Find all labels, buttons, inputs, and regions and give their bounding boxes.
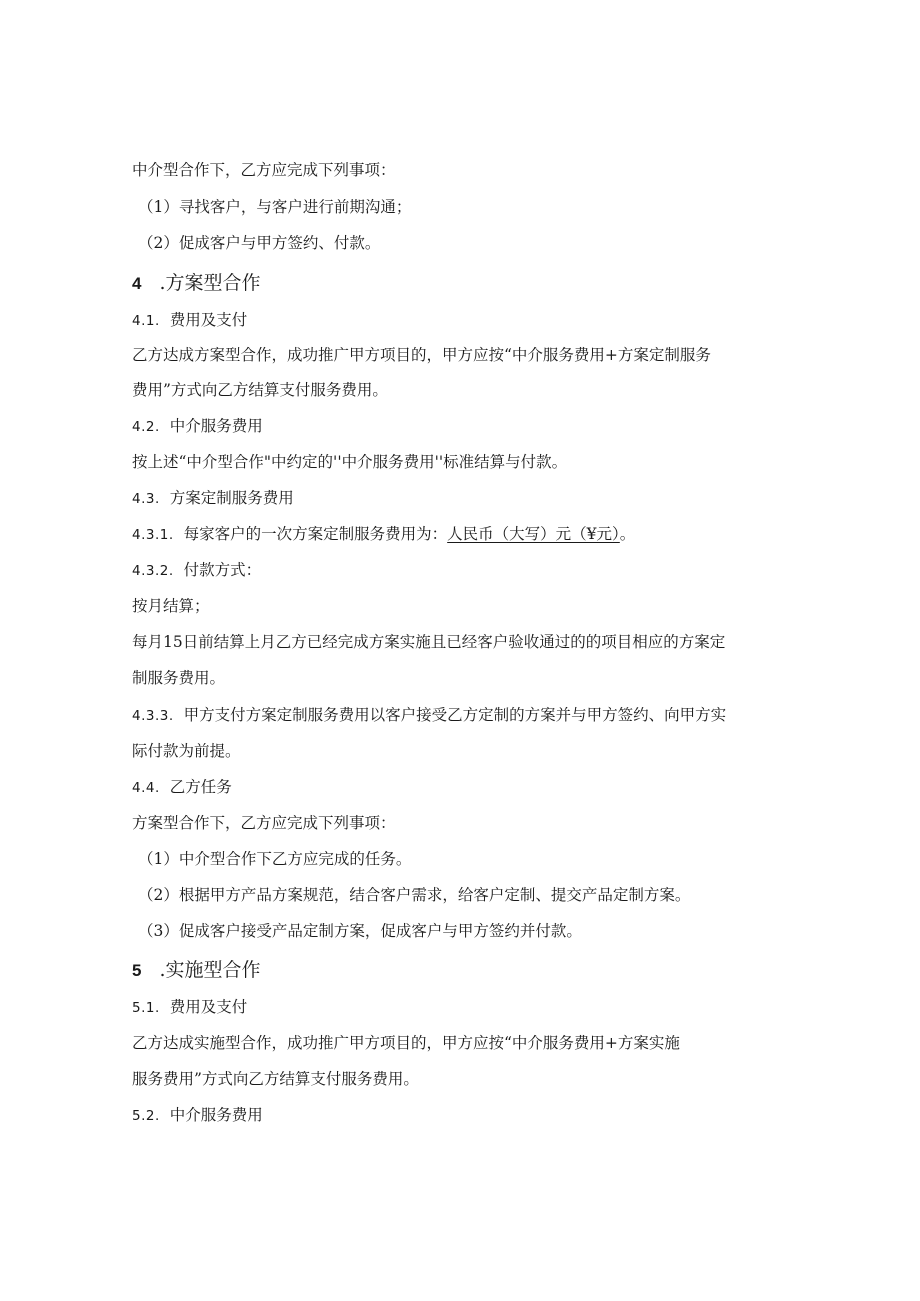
subsection-4-3-1-text: 每家客户的一次方案定制服务费用为：	[183, 525, 448, 543]
paragraph-4-3-3-line-2: 际付款为前提。	[132, 742, 241, 760]
task-item-1: （1）中介型合作下乙方应完成的任务。	[138, 850, 412, 868]
subsection-4-1-number: 4.1.	[132, 313, 160, 329]
section-5-title: .实施型合作	[159, 959, 261, 981]
subsection-4-2-heading	[132, 416, 263, 437]
subsection-5-1-heading	[132, 997, 247, 1018]
subsection-4-3-title: 方案定制服务费用	[169, 489, 294, 507]
subsection-5-1-title: 费用及支付	[169, 998, 248, 1016]
task-item-3: （3）促成客户接受产品定制方案，促成客户与甲方签约并付款。	[138, 922, 582, 940]
subsection-4-1-title: 费用及支付	[169, 311, 248, 329]
paragraph-4-2: 按上述“中介型合作"中约定的''中介服务费用''标准结算与付款。	[132, 453, 568, 471]
subsection-4-2-title: 中介服务费用	[169, 417, 263, 435]
paragraph-4-4: 方案型合作下，乙方应完成下列事项：	[132, 814, 396, 832]
subsection-4-3-2-heading	[132, 560, 261, 581]
subsection-4-4-number: 4.4.	[132, 780, 160, 796]
section-4-title: .方案型合作	[159, 272, 261, 294]
paragraph-4-3-2-line-2: 每月15日前结算上月乙方已经完成方案实施且已经客户验收通过的的项目相应的方案定	[132, 633, 726, 651]
intro-text: 中介型合作下，乙方应完成下列事项：	[132, 161, 396, 179]
subsection-4-3-1	[132, 524, 635, 545]
task-item-2: （2）根据甲方产品方案规范，结合客户需求，给客户定制、提交产品定制方案。	[138, 886, 691, 904]
subsection-5-1-number: 5.1.	[132, 1000, 160, 1016]
fee-amount-blank: 人民币（大写）元（¥元）	[447, 525, 620, 543]
subsection-4-4-heading	[132, 777, 232, 798]
intro-item-1: （1）寻找客户，与客户进行前期沟通；	[138, 198, 412, 216]
subsection-4-3-heading	[132, 488, 294, 509]
paragraph-5-1-line-2: 服务费用”方式向乙方结算支付服务费用。	[132, 1070, 419, 1088]
section-5-number: 5	[132, 961, 142, 980]
subsection-4-3-3	[132, 705, 726, 726]
subsection-4-3-2-number: 4.3.2.	[132, 563, 174, 579]
paragraph-4-1-line-2: 费用”方式向乙方结算支付服务费用。	[132, 381, 388, 399]
paragraph-5-1-line-1: 乙方达成实施型合作，成功推广甲方项目的，甲方应按“中介服务费用+方案实施	[132, 1034, 680, 1052]
section-4-heading	[132, 271, 261, 296]
subsection-5-2-heading	[132, 1105, 263, 1126]
subsection-4-4-title: 乙方任务	[169, 778, 232, 796]
section-4-number: 4	[132, 274, 142, 293]
paragraph-4-3-3-line-1: 甲方支付方案定制服务费用以客户接受乙方定制的方案并与甲方签约、向甲方实	[183, 706, 727, 724]
subsection-4-1-heading	[132, 310, 247, 331]
paragraph-4-3-2-line-1: 按月结算；	[132, 597, 210, 615]
intro-item-2: （2）促成客户与甲方签约、付款。	[138, 234, 381, 252]
subsection-4-3-1-end: 。	[619, 525, 636, 543]
subsection-4-3-number: 4.3.	[132, 491, 160, 507]
section-5-heading	[132, 958, 261, 983]
subsection-4-3-3-number: 4.3.3.	[132, 708, 174, 724]
subsection-5-2-number: 5.2.	[132, 1108, 160, 1124]
subsection-4-3-2-title: 付款方式：	[183, 561, 262, 579]
paragraph-4-3-2-line-3: 制服务费用。	[132, 669, 226, 687]
subsection-4-2-number: 4.2.	[132, 419, 160, 435]
subsection-4-3-1-number: 4.3.1.	[132, 527, 174, 543]
subsection-5-2-title: 中介服务费用	[169, 1106, 263, 1124]
paragraph-4-1-line-1: 乙方达成方案型合作，成功推广甲方项目的，甲方应按“中介服务费用+方案定制服务	[132, 346, 711, 364]
